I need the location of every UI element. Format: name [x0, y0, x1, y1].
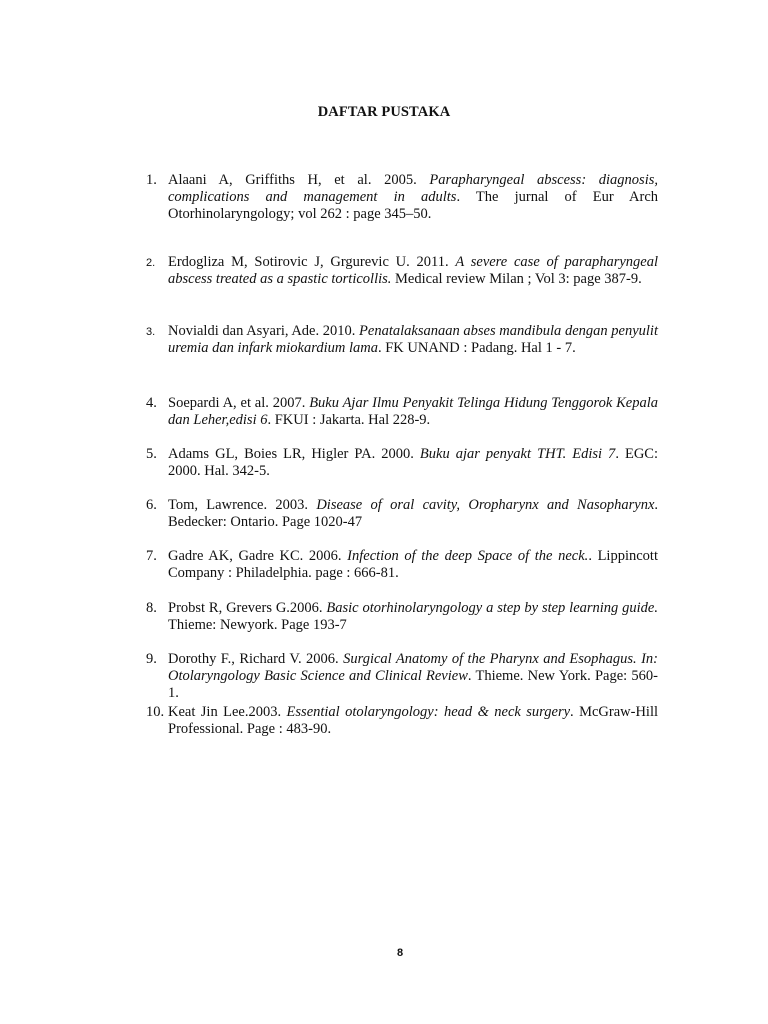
- reference-text: [168, 254, 658, 288]
- reference-entry: [146, 600, 658, 634]
- reference-title-italic: Parapharyngeal abscess: diagnosis, complications and management in adults: [168, 172, 659, 205]
- reference-text-segment: Adams GL, Boies LR, Higler PA. 2000.: [168, 446, 420, 462]
- reference-text-segment: . FKUI : Jakarta. Hal 228-9.: [267, 412, 431, 428]
- reference-entry: [146, 548, 658, 582]
- reference-text: [168, 548, 658, 582]
- reference-text-segment: . Lippincott Company : Philadelphia. page : 666-81.: [168, 548, 658, 581]
- reference-entry: [146, 172, 658, 223]
- reference-text-segment: Keat Jin Lee.2003.: [168, 704, 287, 720]
- reference-text: [168, 704, 658, 738]
- reference-text-segment: Alaani A, Griffiths H, et al. 2005.: [168, 172, 430, 188]
- reference-text: [168, 600, 658, 634]
- reference-text-segment: Probst R, Grevers G.2006.: [168, 600, 327, 616]
- reference-text-segment: Soepardi A, et al. 2007.: [168, 395, 310, 411]
- reference-text: [168, 497, 658, 531]
- reference-number: 3.: [146, 326, 156, 338]
- reference-text-segment: Gadre AK, Gadre KC. 2006.: [168, 548, 348, 564]
- reference-text-segment: . FK UNAND : Padang. Hal 1 - 7.: [377, 340, 576, 356]
- reference-number: 10.: [146, 704, 165, 720]
- page-number: 8: [396, 947, 404, 959]
- reference-title-italic: Basic otorhinolaryngology a step by step learning guide.: [326, 600, 658, 616]
- reference-title-italic: Buku Ajar Ilmu Penyakit Telinga Hidung Tenggorok Kepala dan Leher,edisi 6: [168, 395, 658, 428]
- reference-text-segment: Dorothy F., Richard V. 2006.: [168, 651, 344, 667]
- reference-text-segment: . EGC: 2000. Hal. 342-5.: [168, 446, 658, 479]
- reference-number: 8.: [146, 600, 157, 616]
- reference-title-italic: Surgical Anatomy of the Pharynx and Esophagus. In: Otolaryngology Basic Science and Clinical Review: [168, 651, 658, 684]
- reference-number: 2.: [146, 257, 156, 269]
- reference-text: [168, 172, 658, 223]
- reference-entry: [146, 446, 658, 480]
- reference-title-italic: Disease of oral cavity, Oropharynx and Nasopharynx: [316, 497, 655, 513]
- reference-number: 1.: [146, 172, 157, 188]
- reference-title-italic: Penatalaksanaan abses mandibula dengan penyulit uremia dan infark miokardium lama: [168, 323, 658, 356]
- reference-text-segment: Thieme: Newyork. Page 193-7: [168, 617, 347, 633]
- reference-entry: [146, 254, 658, 288]
- reference-entry: [146, 651, 658, 702]
- reference-text-segment: Erdogliza M, Sotirovic J, Grgurevic U. 2011.: [168, 254, 456, 270]
- reference-text-segment: . Thieme. New York. Page: 560-1.: [168, 668, 658, 701]
- reference-text-segment: . McGraw-Hill Professional. Page : 483-90.: [168, 704, 658, 737]
- reference-number: 9.: [146, 651, 157, 667]
- reference-entry: [146, 704, 658, 738]
- reference-title-italic: Buku ajar penyakt THT. Edisi 7: [419, 446, 616, 462]
- reference-title-italic: Infection of the deep Space of the neck.: [347, 548, 589, 564]
- page-title: DAFTAR PUSTAKA: [317, 104, 451, 120]
- reference-text-segment: Novialdi dan Asyari, Ade. 2010.: [168, 323, 360, 339]
- reference-entry: [146, 395, 658, 429]
- reference-entry: [146, 497, 658, 531]
- reference-text-segment: Tom, Lawrence. 2003.: [168, 497, 317, 513]
- reference-text: [168, 446, 658, 480]
- reference-number: 4.: [146, 395, 157, 411]
- reference-number: 5.: [146, 446, 157, 462]
- reference-text-segment: . The jurnal of Eur Arch Otorhinolaryngology; vol 262 : page 345–50.: [168, 189, 658, 222]
- reference-text-segment: . Bedecker: Ontario. Page 1020-47: [168, 497, 659, 530]
- reference-entry: [146, 323, 658, 357]
- reference-text-segment: Medical review Milan ; Vol 3: page 387-9.: [391, 271, 642, 287]
- reference-number: 6.: [146, 497, 157, 513]
- reference-text: [168, 323, 658, 357]
- reference-text: [168, 651, 658, 702]
- reference-title-italic: Essential otolaryngology: head & neck surgery: [286, 704, 571, 720]
- reference-number: 7.: [146, 548, 157, 564]
- reference-text: [168, 395, 658, 429]
- reference-title-italic: A severe case of parapharyngeal abscess treated as a spastic torticollis.: [168, 254, 658, 287]
